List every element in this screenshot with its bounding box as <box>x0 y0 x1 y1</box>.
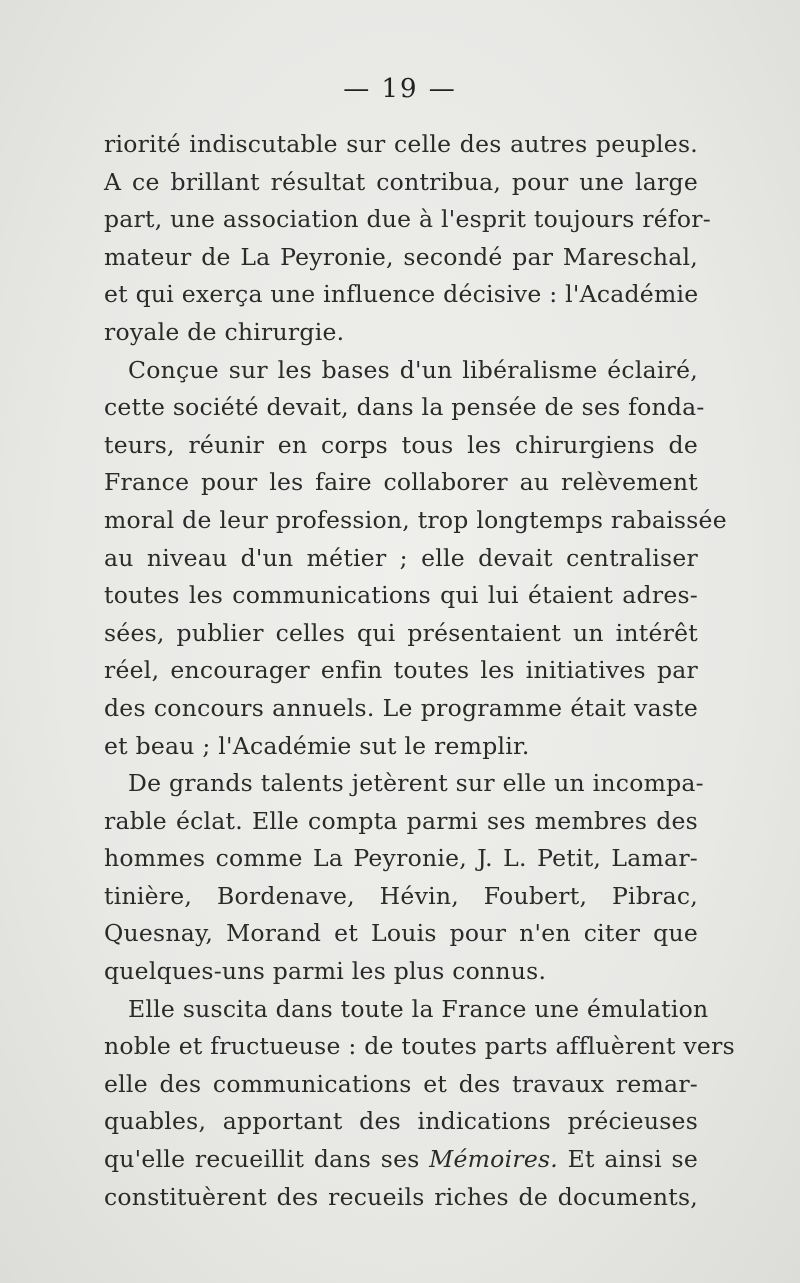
text-line: constituèrent des recueils riches de documents, <box>104 1182 698 1211</box>
text-line: tinière, Bordenave, Hévin, Foubert, Pibrac, <box>104 881 698 910</box>
text-line: au niveau d'un métier ; elle devait centraliser <box>104 543 698 572</box>
text-line: toutes les communications qui lui étaient adres- <box>104 581 698 610</box>
text-line: et beau ; l'Académie sut le remplir. <box>104 731 530 760</box>
body-text <box>104 126 735 1216</box>
page-number: — 19 — <box>343 74 457 104</box>
text-line: noble et fructueuse : de toutes parts affluèrent vers <box>104 1032 735 1061</box>
text-line: teurs, réunir en corps tous les chirurgiens de <box>104 430 698 459</box>
text-line: Elle suscita dans toute la France une émulation <box>128 994 709 1023</box>
text-line: hommes comme La Peyronie, J. L. Petit, Lamar- <box>104 844 698 873</box>
text-line: cette société devait, dans la pensée de ses fonda- <box>104 393 705 422</box>
text-line: A ce brillant résultat contribua, pour une large <box>104 167 698 196</box>
text-line: Conçue sur les bases d'un libéralisme éclairé, <box>128 355 698 384</box>
text-line: riorité indiscutable sur celle des autres peuples. <box>104 130 698 158</box>
text-line: qu'elle recueillit dans ses Mémoires. Et ainsi se <box>104 1145 698 1174</box>
text-line: De grands talents jetèrent sur elle un incompa- <box>128 769 704 798</box>
text-line: quelques-uns parmi les plus connus. <box>104 957 547 986</box>
text-line: Quesnay, Morand et Louis pour n'en citer que <box>104 919 698 948</box>
text-line: moral de leur profession, trop longtemps rabaissée <box>104 505 727 534</box>
text-line: rable éclat. Elle compta parmi ses membres des <box>104 806 698 835</box>
text-line: et qui exerça une influence décisive : l'Académie <box>104 280 699 309</box>
text-line: quables, apportant des indications précieuses <box>104 1107 698 1136</box>
text-line: France pour les faire collaborer au relèvement <box>104 468 698 497</box>
text-line: royale de chirurgie. <box>104 317 345 346</box>
text-line: des concours annuels. Le programme était vaste <box>104 693 698 722</box>
text-line: part, une association due à l'esprit toujours réfor- <box>104 205 711 234</box>
text-line: mateur de La Peyronie, secondé par Mareschal, <box>104 242 698 271</box>
text-line: réel, encourager enfin toutes les initiatives par <box>104 656 698 685</box>
text-line: elle des communications et des travaux remar- <box>104 1069 698 1098</box>
text-line: sées, publier celles qui présentaient un intérêt <box>104 618 698 647</box>
